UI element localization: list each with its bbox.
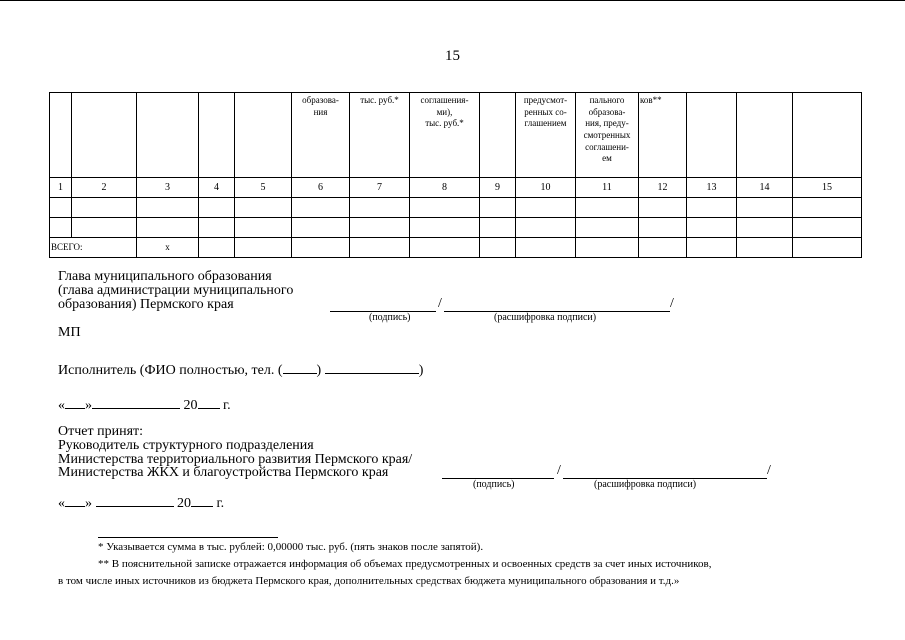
column-number: 13: [687, 178, 737, 198]
head-title-line2: (глава администрации муниципального: [58, 283, 294, 298]
total-label: ВСЕГО:: [50, 238, 137, 258]
header-cell: пального образова- ния, преду- смотренных соглашени- ем: [576, 93, 639, 178]
column-number: 5: [235, 178, 292, 198]
table-header-row: [50, 93, 862, 178]
column-number: 4: [199, 178, 235, 198]
header-cell: [72, 93, 137, 178]
header-cell: [793, 93, 862, 178]
header-cell: [137, 93, 199, 178]
year-blank: [198, 396, 220, 409]
total-x: х: [137, 238, 199, 258]
head-title-line3: образования) Пермского края: [58, 297, 234, 312]
header-cell: [480, 93, 516, 178]
report-table: [49, 92, 862, 258]
column-number: 2: [72, 178, 137, 198]
date-line: « » 20 г.: [58, 496, 225, 511]
column-number: 7: [350, 178, 410, 198]
date-line: « » 20 г.: [58, 398, 231, 413]
header-cell: ков**: [639, 93, 687, 178]
header-cell: [235, 93, 292, 178]
executor-label: Исполнитель (ФИО полностью, тел. (: [58, 363, 283, 378]
page-number: 15: [445, 48, 460, 64]
head-title-line1: Глава муниципального образования: [58, 269, 272, 284]
accepted-line3: Министерства территориального развития Пермского края/: [58, 452, 413, 467]
day-blank: [65, 396, 85, 409]
column-number: 10: [516, 178, 576, 198]
stamp-label: МП: [58, 325, 81, 340]
executor-end: ): [418, 363, 424, 378]
column-number-row: [50, 178, 862, 198]
executor-line: [58, 361, 423, 378]
table-row: [50, 218, 862, 238]
decode-caption: (расшифровка подписи): [594, 479, 697, 490]
total-row: [50, 238, 862, 258]
phone-blank: [325, 361, 419, 374]
executor-mid: ): [316, 363, 322, 378]
phone-code-blank: [283, 361, 317, 374]
slash: /: [557, 463, 561, 478]
signature-caption: (подпись): [473, 479, 515, 490]
slash: /: [670, 296, 674, 311]
header-cell: соглашения- ми), тыс. руб.*: [410, 93, 480, 178]
footnote-1: * Указывается сумма в тыс. рублей: 0,00000 тыс. руб. (пять знаков после запятой).: [98, 541, 484, 553]
year-blank: [191, 494, 213, 507]
column-number: 1: [50, 178, 72, 198]
slash: /: [767, 463, 771, 478]
table-row: [50, 198, 862, 218]
signature-caption: (подпись): [369, 312, 411, 323]
footnote-2-continued: в том числе иных источников из бюджета Пермского края, дополнительных средствах бюджета муниципального образования и т.д.»: [58, 575, 680, 587]
accepted-line4: Министерства ЖКХ и благоустройства Пермского края: [58, 465, 389, 480]
header-cell: [50, 93, 72, 178]
column-number: 3: [137, 178, 199, 198]
header-cell: образова- ния: [292, 93, 350, 178]
header-cell: [199, 93, 235, 178]
header-cell: тыс. руб.*: [350, 93, 410, 178]
month-blank: [96, 494, 174, 507]
day-blank: [65, 494, 85, 507]
footnote-2: ** В пояснительной записке отражается информация об объемах предусмотренных и освоенных средств за счет иных источников,: [98, 558, 712, 570]
column-number: 12: [639, 178, 687, 198]
column-number: 11: [576, 178, 639, 198]
column-number: 15: [793, 178, 862, 198]
accepted-line2: Руководитель структурного подразделения: [58, 438, 314, 453]
column-number: 6: [292, 178, 350, 198]
column-number: 8: [410, 178, 480, 198]
page-top-border: [0, 0, 905, 1]
header-cell: [737, 93, 793, 178]
decode-caption: (расшифровка подписи): [494, 312, 597, 323]
footnote-separator: [98, 537, 278, 538]
header-cell: предусмот- ренных со- глашением: [516, 93, 576, 178]
column-number: 9: [480, 178, 516, 198]
month-blank: [92, 396, 180, 409]
column-number: 14: [737, 178, 793, 198]
accepted-title: Отчет принят:: [58, 424, 144, 439]
slash: /: [438, 296, 442, 311]
header-cell: [687, 93, 737, 178]
